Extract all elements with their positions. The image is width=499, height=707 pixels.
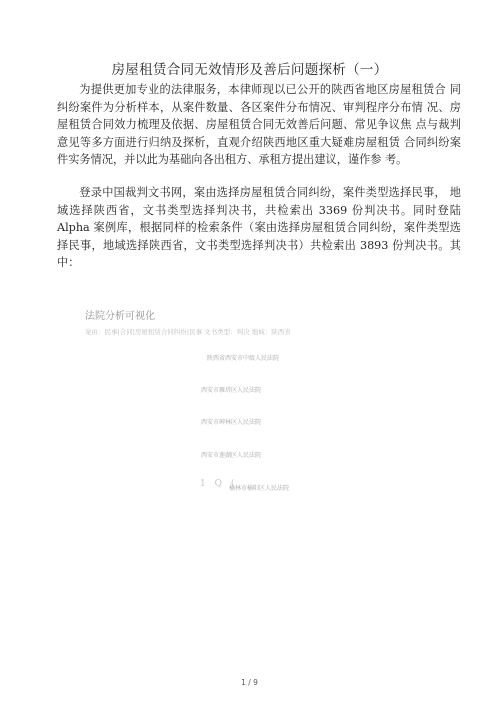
- court-visualization-image: [85, 307, 415, 507]
- search-paragraph: [57, 184, 461, 272]
- court-label: 西安市雁塔区人民法院: [201, 387, 262, 394]
- page-number: 1 / 9: [241, 678, 258, 687]
- court-label: 西安市碑林区人民法院: [201, 419, 262, 426]
- document-title: 房屋租赁合同无效情形及善后问题探析（一）: [111, 62, 388, 78]
- intro-paragraph: [57, 81, 461, 169]
- court-label: 西安市莲湖区人民法院: [201, 452, 262, 459]
- intro-paragraph-text: 为提供更加专业的法律服务，本律师现以已公开的陕西省地区房屋租赁合 同纠纷案件为分析样本，从案件数量、各区案件分布情况、审判程序分布情 况、房屋租赁合同效力梳理及依据、房屋租赁合同无效善后问题、常见争议焦 点与裁判意见等多方面进行归纳及探析，直观介绍陕西地区重大疑难房屋租赁 合同纠纷案件实务情况，并以此为基础向各出租方、承租方提出建议，谨作参 考。: [57, 83, 461, 167]
- visualization-subtitle: 案由：民事|合同|房屋租赁合同纠纷|民事 文书类型：判决 地域：陕西省: [85, 328, 291, 336]
- search-paragraph-text: 登录中国裁判文书网，案由选择房屋租赁合同纠纷，案件类型选择民事， 地域选择陕西省，文书类型选择判决书，共检索出 3369 份判决书。同时登陆 Alpha 案例库，根据同样的检索条件（案由选择房屋租赁合同纠纷，案件类型选 择民事，地域选择陕西省，文书类型选择判决书）共检索出 3893 份判决书。其中：: [57, 186, 461, 270]
- legend-fragment: 1 Q (: [200, 479, 238, 489]
- court-label: 榆林市榆阳区人民法院: [229, 485, 290, 492]
- court-label: 陕西省西安市中级人民法院: [207, 355, 280, 362]
- visualization-title: 法院分析可视化: [85, 311, 155, 322]
